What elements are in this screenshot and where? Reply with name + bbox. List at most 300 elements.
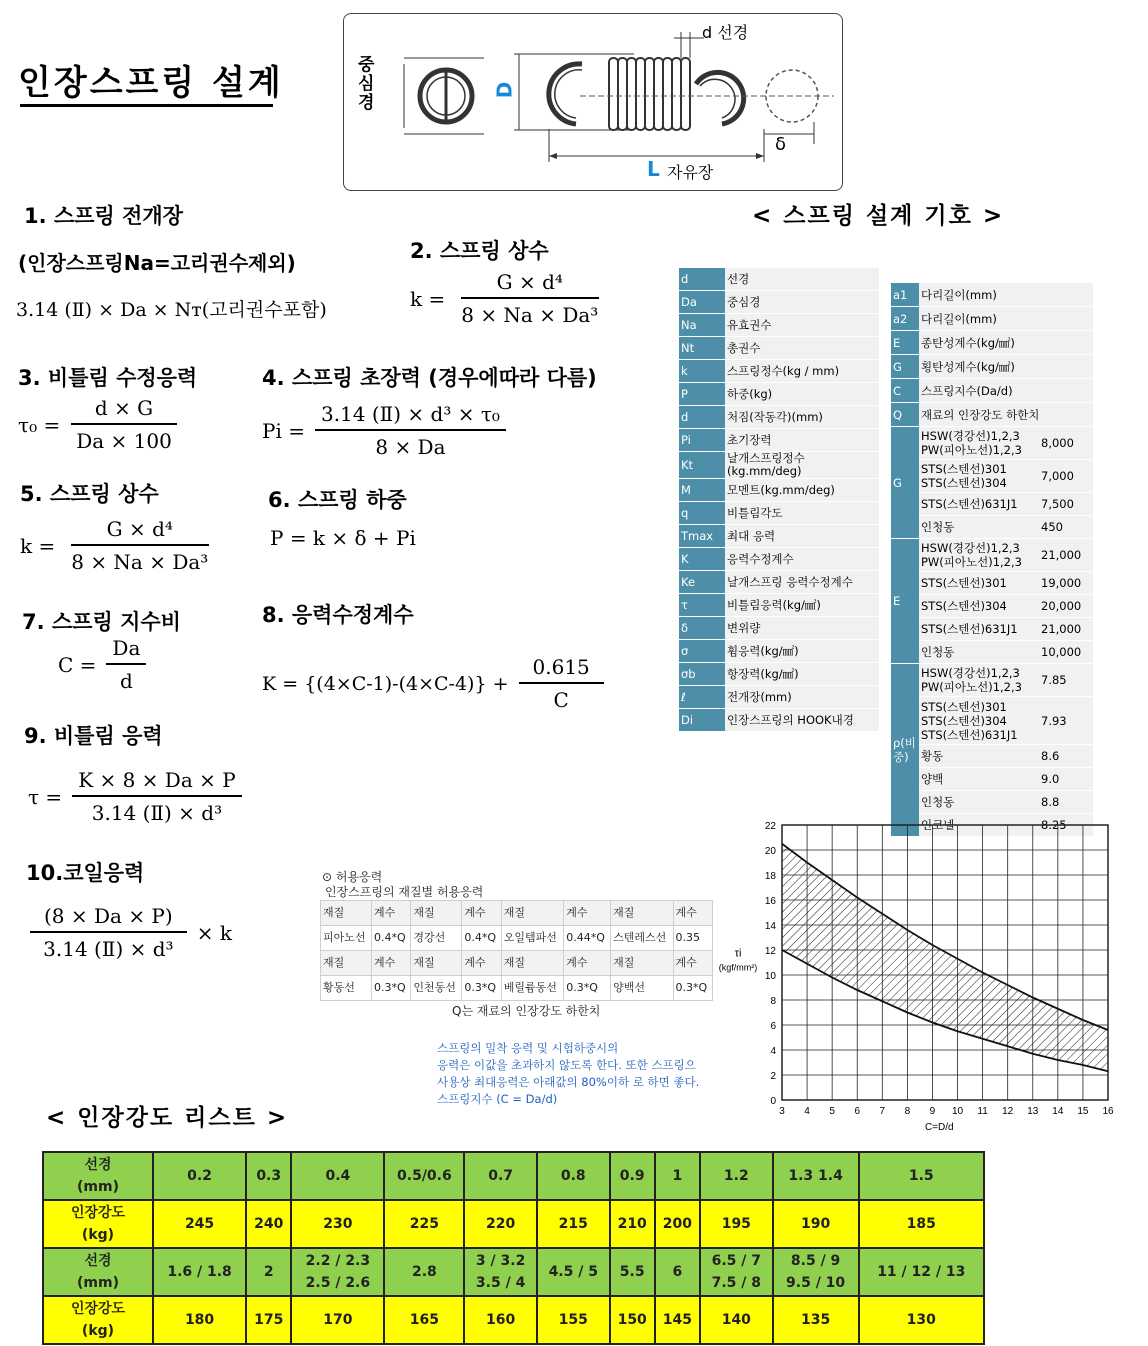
symbol-desc: 모멘트(kg.mm/deg): [725, 479, 879, 502]
symbol-key: Pi: [679, 429, 725, 452]
symbol-key: d: [679, 268, 725, 291]
symbols-table: [679, 268, 879, 732]
symbol-desc: 비틀림응력(kg/㎟): [725, 594, 879, 617]
allowable-cell: 오일템파선: [501, 926, 563, 951]
strength-cell: 160: [464, 1296, 537, 1344]
strength-cell: 135: [773, 1296, 859, 1344]
section-7-formula: [58, 636, 146, 693]
page-title: 인장스프링 설계: [18, 63, 284, 103]
strength-row: [43, 1248, 984, 1296]
symbol-desc: 응력수정계수: [725, 548, 879, 571]
material-name: 인청동: [919, 516, 1039, 539]
symbol-desc: 선경: [725, 268, 879, 291]
formula-denominator: 3.14 (Ⅱ) × d³: [43, 937, 174, 961]
section-3-formula: [18, 396, 178, 453]
section-3-heading: 3. 비틀림 수정응력: [18, 366, 198, 390]
section-2-formula: [410, 270, 604, 327]
symbol-key: a1: [891, 283, 919, 307]
allowable-cell: 인천동선: [411, 976, 462, 1001]
x-tick-label: 6: [854, 1106, 861, 1117]
symbol-key: k: [679, 360, 725, 383]
strength-cell: 240: [246, 1200, 291, 1248]
strength-cell: 2.8: [384, 1248, 464, 1296]
material-row: [891, 618, 1093, 641]
strength-cell: 155: [537, 1296, 610, 1344]
allowable-row: [321, 901, 713, 926]
material-name: STS(스텐선)631J1: [919, 618, 1039, 641]
allowable-cell: 계수: [372, 901, 411, 926]
material-row: [891, 516, 1093, 539]
material-name: HSW(경강선)1,2,3 PW(피아노선)1,2,3: [919, 664, 1039, 697]
x-axis-label: C=D/d: [925, 1122, 954, 1133]
symbol-desc: 전개장(mm): [725, 686, 879, 709]
allowable-table: [320, 900, 713, 1001]
y-axis-unit: (kgf/mm²): [718, 962, 758, 973]
material-row: [891, 697, 1093, 745]
material-name: 황동: [919, 745, 1039, 768]
material-name: 인코넬: [919, 814, 1039, 837]
strength-cell: 8.5 / 9 9.5 / 10: [773, 1248, 859, 1296]
allowable-cell: 황동선: [321, 976, 372, 1001]
strength-cell: 220: [464, 1200, 537, 1248]
symbol-row: [891, 283, 1093, 307]
allowable-cell: 피아노선: [321, 926, 372, 951]
formula-lhs: τ =: [28, 784, 63, 809]
x-tick-label: 11: [977, 1106, 988, 1117]
formula-numerator: 3.14 (Ⅱ) × d³ × τ₀: [315, 402, 506, 431]
allowable-cell: 0.35: [673, 926, 712, 951]
formula-numerator: (8 × Da × P): [30, 904, 187, 933]
symbol-desc: 날개스프링 응력수정계수: [725, 571, 879, 594]
material-name: 인청동: [919, 791, 1039, 814]
symbol-row: [679, 571, 879, 594]
strength-cell: 145: [655, 1296, 700, 1344]
symbol-key: Da: [679, 291, 725, 314]
formula-denominator: 3.14 (Ⅱ) × d³: [91, 801, 223, 825]
wire-diameter-label: d 선경: [702, 23, 749, 42]
symbol-row: [891, 331, 1093, 355]
allowable-cell: 0.4*Q: [462, 926, 501, 951]
symbol-row: [679, 594, 879, 617]
symbol-key: M: [679, 479, 725, 502]
blue-note: [437, 1040, 699, 1108]
strength-row: [43, 1200, 984, 1248]
strength-cell: 4.5 / 5: [537, 1248, 610, 1296]
material-value: 9.0: [1039, 768, 1093, 791]
delta-label: δ: [775, 134, 787, 155]
symbol-key: Q: [891, 403, 919, 427]
strength-cell: 0.5/0.6: [384, 1152, 464, 1200]
symbol-key: Na: [679, 314, 725, 337]
strength-row: [43, 1296, 984, 1344]
strength-table-grid: [42, 1151, 985, 1345]
material-value: 21,000: [1039, 539, 1093, 572]
symbol-key: K: [679, 548, 725, 571]
strength-cell: 0.2: [153, 1152, 246, 1200]
strength-cell: 165: [384, 1296, 464, 1344]
D-label: D: [492, 81, 517, 99]
section-1-heading: 1. 스프링 전개장: [24, 204, 183, 228]
x-tick-label: 10: [951, 1106, 964, 1117]
material-name: STS(스텐선)304: [919, 595, 1039, 618]
strength-cell: 2.2 / 2.3 2.5 / 2.6: [291, 1248, 384, 1296]
strength-cell: 1.6 / 1.8: [153, 1248, 246, 1296]
section-2-heading: 2. 스프링 상수: [410, 239, 549, 263]
y-tick-label: 2: [770, 1071, 776, 1082]
material-value: 8.8: [1039, 791, 1093, 814]
allowable-cell: 재질: [411, 951, 462, 976]
strength-row-label: 선경 (mm): [43, 1152, 153, 1200]
formula-numerator: K × 8 × Da × P: [72, 768, 242, 797]
material-name: 양백: [919, 768, 1039, 791]
symbol-desc: 종탄성계수(kg/㎟): [919, 331, 1093, 355]
free-length-label: 자유장: [667, 163, 714, 182]
symbol-desc: 다리길이(mm): [919, 307, 1093, 331]
symbol-row: [679, 337, 879, 360]
material-value: 8.6: [1039, 745, 1093, 768]
symbol-key: a2: [891, 307, 919, 331]
allowable-cell: 계수: [372, 951, 411, 976]
strength-cell: 195: [700, 1200, 773, 1248]
formula-numerator: Da: [106, 636, 146, 665]
strength-cell: 2: [246, 1248, 291, 1296]
section-1-formula: 3.14 (Ⅱ) × Da × Nᴛ(고리권수포함): [16, 299, 327, 321]
allowable-cell: 계수: [673, 901, 712, 926]
strength-cell: 245: [153, 1200, 246, 1248]
formula-numerator: G × d⁴: [461, 270, 599, 299]
material-name: STS(스텐선)301: [919, 572, 1039, 595]
allowable-cell: 0.44*Q: [564, 926, 611, 951]
symbol-desc: 인장스프링의 HOOK내경: [725, 709, 879, 732]
symbol-key: Kt: [679, 452, 725, 479]
section-4-formula: [262, 402, 506, 459]
strength-table: [42, 1151, 985, 1345]
y-tick-label: 12: [764, 946, 776, 957]
strength-title: < 인장강도 리스트 >: [46, 1105, 289, 1131]
material-name: HSW(경강선)1,2,3 PW(피아노선)1,2,3: [919, 427, 1039, 460]
x-tick-label: 7: [879, 1106, 886, 1117]
material-value: 20,000: [1039, 595, 1093, 618]
symbol-key: Nt: [679, 337, 725, 360]
allowable-cell: 계수: [462, 951, 501, 976]
symbol-row: [891, 379, 1093, 403]
strength-cell: 180: [153, 1296, 246, 1344]
symbol-row: [891, 307, 1093, 331]
y-tick-label: 0: [770, 1096, 776, 1107]
strength-cell: 175: [246, 1296, 291, 1344]
formula-lhs: k =: [20, 533, 56, 558]
material-row: [891, 427, 1093, 460]
symbol-key: τ: [679, 594, 725, 617]
strength-cell: 170: [291, 1296, 384, 1344]
symbol-row: [679, 360, 879, 383]
symbols-title: < 스프링 설계 기호 >: [752, 203, 1005, 229]
allowable-subtitle: 인장스프링의 재질별 허용응력: [325, 885, 484, 899]
section-10-heading: 10.코일응력: [26, 861, 145, 885]
strength-cell: 5.5: [610, 1248, 655, 1296]
allowable-table-grid: [320, 900, 713, 1001]
symbol-row: [679, 709, 879, 732]
section-10-formula: [30, 904, 232, 961]
material-group-key: G: [891, 427, 919, 539]
allowable-cell: 양백선: [611, 976, 673, 1001]
symbol-row: [679, 502, 879, 525]
material-row: [891, 641, 1093, 664]
material-value: 450: [1039, 516, 1093, 539]
formula-denominator: C: [553, 688, 569, 712]
material-value: 10,000: [1039, 641, 1093, 664]
symbol-row: [679, 291, 879, 314]
allowable-row: [321, 926, 713, 951]
strength-cell: 1.3 1.4: [773, 1152, 859, 1200]
formula-denominator: 8 × Na × Da³: [71, 550, 209, 574]
symbol-key: G: [891, 355, 919, 379]
strength-cell: 230: [291, 1200, 384, 1248]
allowable-row: [321, 951, 713, 976]
center-diameter-label: 중 심 경: [358, 55, 375, 113]
material-row: [891, 539, 1093, 572]
allowable-cell: 스텐레스선: [611, 926, 673, 951]
allowable-cell: 0.3*Q: [462, 976, 501, 1001]
allowable-cell: 베릴륨동선: [501, 976, 563, 1001]
y-tick-label: 16: [764, 896, 776, 907]
allowable-cell: 재질: [611, 901, 673, 926]
strength-row-label: 선경 (mm): [43, 1248, 153, 1296]
formula-lhs: k =: [410, 286, 446, 311]
symbol-desc: 스프링지수(Da/d): [919, 379, 1093, 403]
section-6-heading: 6. 스프링 하중: [268, 488, 407, 512]
strength-cell: 11 / 12 / 13: [859, 1248, 984, 1296]
symbol-row: [679, 548, 879, 571]
symbol-desc: 스프링정수(kg / mm): [725, 360, 879, 383]
formula-denominator: d: [120, 669, 133, 693]
formula-numerator: G × d⁴: [71, 517, 209, 546]
x-tick-label: 15: [1077, 1106, 1089, 1117]
symbol-desc: 재료의 인장강도 하한치: [919, 403, 1093, 427]
allowable-cell: 재질: [501, 951, 563, 976]
x-tick-label: 9: [929, 1106, 936, 1117]
symbol-desc: 변위량: [725, 617, 879, 640]
section-8-formula: [262, 655, 604, 712]
allowable-cell: 계수: [673, 951, 712, 976]
allowable-band: [782, 844, 1108, 1072]
material-value: 8,000: [1039, 427, 1093, 460]
symbol-desc: 중심경: [725, 291, 879, 314]
symbol-desc: 유효권수: [725, 314, 879, 337]
symbol-key: C: [891, 379, 919, 403]
section-8-heading: 8. 응력수정계수: [262, 603, 414, 627]
symbol-key: σb: [679, 663, 725, 686]
strength-cell: 200: [655, 1200, 700, 1248]
symbol-desc: 항장력(kg/㎟): [725, 663, 879, 686]
symbol-desc: 휨응력(kg/㎟): [725, 640, 879, 663]
strength-cell: 6: [655, 1248, 700, 1296]
strength-cell: 1: [655, 1152, 700, 1200]
material-row: [891, 460, 1093, 493]
symbol-key: σ: [679, 640, 725, 663]
symbol-key: d: [679, 406, 725, 429]
symbol-desc: 처짐(작동각)(mm): [725, 406, 879, 429]
formula-numerator: d × G: [71, 396, 177, 425]
material-name: STS(스텐선)631J1: [919, 493, 1039, 516]
strength-cell: 1.2: [700, 1152, 773, 1200]
strength-row-label: 인장강도 (kg): [43, 1296, 153, 1344]
material-value: 7.85: [1039, 664, 1093, 697]
materials-table-grid: [891, 283, 1093, 837]
material-row: [891, 493, 1093, 516]
symbol-row: [679, 268, 879, 291]
y-axis-label: τi: [734, 947, 742, 960]
symbol-key: δ: [679, 617, 725, 640]
strength-cell: 0.7: [464, 1152, 537, 1200]
section-5-heading: 5. 스프링 상수: [20, 482, 159, 506]
formula-lhs: τ₀ =: [18, 412, 61, 437]
formula-rhs: × k: [196, 920, 232, 945]
allowable-cell: 계수: [564, 901, 611, 926]
strength-cell: 0.9: [610, 1152, 655, 1200]
x-tick-label: 5: [829, 1106, 835, 1117]
material-row: [891, 768, 1093, 791]
symbol-desc: 초기장력: [725, 429, 879, 452]
allowable-cell: 계수: [462, 901, 501, 926]
symbol-desc: 횡탄성계수(kg/㎟): [919, 355, 1093, 379]
x-tick-label: 8: [904, 1106, 911, 1117]
y-tick-label: 6: [770, 1021, 776, 1032]
symbol-row: [679, 314, 879, 337]
strength-cell: 185: [859, 1200, 984, 1248]
material-value: 8.25: [1039, 814, 1093, 837]
strength-cell: 140: [700, 1296, 773, 1344]
material-row: [891, 664, 1093, 697]
strength-row: [43, 1152, 984, 1200]
x-tick-label: 13: [1027, 1106, 1039, 1117]
allowable-cell: 0.3*Q: [372, 976, 411, 1001]
symbol-desc: 총권수: [725, 337, 879, 360]
materials-table: [891, 283, 1093, 837]
symbol-row: [679, 640, 879, 663]
x-tick-label: 14: [1052, 1106, 1064, 1117]
allowable-cell: 재질: [611, 951, 673, 976]
strength-cell: 0.3: [246, 1152, 291, 1200]
x-tick-label: 12: [1002, 1106, 1014, 1117]
allowable-cell: 경강선: [411, 926, 462, 951]
formula-lhs: K = {(4×C-1)-(4×C-4)} +: [262, 672, 509, 695]
symbol-row: [679, 406, 879, 429]
allowable-title: ⊙ 허용응력: [322, 870, 383, 884]
strength-cell: 225: [384, 1200, 464, 1248]
formula-lhs: Pi =: [262, 418, 305, 443]
section-5-formula: [20, 517, 214, 574]
symbol-row: [679, 617, 879, 640]
symbol-row: [679, 452, 879, 479]
material-value: 19,000: [1039, 572, 1093, 595]
symbol-desc: 비틀림각도: [725, 502, 879, 525]
x-tick-label: 4: [804, 1106, 810, 1117]
symbol-key: Tmax: [679, 525, 725, 548]
strength-cell: 1.5: [859, 1152, 984, 1200]
y-tick-label: 14: [764, 921, 776, 932]
symbol-key: E: [891, 331, 919, 355]
allowable-cell: 계수: [564, 951, 611, 976]
allowable-note: Q는 재료의 인장강도 하한치: [452, 1004, 601, 1018]
formula-denominator: Da × 100: [76, 429, 172, 453]
blue-note-line: 응력은 이값을 초과하지 않도록 한다. 또한 스프링으: [437, 1058, 696, 1072]
symbol-row: [679, 525, 879, 548]
material-row: [891, 595, 1093, 618]
allowable-cell: 재질: [321, 901, 372, 926]
y-tick-label: 8: [770, 996, 776, 1007]
symbol-key: q: [679, 502, 725, 525]
strength-row-label: 인장강도 (kg): [43, 1200, 153, 1248]
symbol-key: Ke: [679, 571, 725, 594]
L-label: L: [647, 157, 660, 181]
material-name: STS(스텐선)301 STS(스텐선)304: [919, 460, 1039, 493]
symbol-key: Di: [679, 709, 725, 732]
material-row: [891, 791, 1093, 814]
material-group-key: ρ(비중): [891, 664, 919, 837]
allowable-cell: 0.3*Q: [673, 976, 712, 1001]
strength-cell: 215: [537, 1200, 610, 1248]
allowable-cell: 재질: [321, 951, 372, 976]
allowable-stress-chart: [718, 815, 1118, 1140]
section-9-heading: 9. 비틀림 응력: [24, 724, 163, 748]
extension-spring-illustration: [344, 14, 842, 190]
section-6-formula: P = k × δ + Pi: [270, 526, 416, 550]
strength-cell: 0.8: [537, 1152, 610, 1200]
symbol-desc: 날개스프링정수(kg.mm/deg): [725, 452, 879, 479]
allowable-cell: 재질: [411, 901, 462, 926]
blue-note-line: 스프링의 밀착 응력 및 시험하중시의: [437, 1041, 619, 1055]
strength-cell: 150: [610, 1296, 655, 1344]
allowable-cell: 0.4*Q: [372, 926, 411, 951]
symbol-key: P: [679, 383, 725, 406]
section-4-heading: 4. 스프링 초장력 (경우에따라 다름): [262, 366, 597, 390]
strength-cell: 130: [859, 1296, 984, 1344]
y-tick-label: 22: [764, 821, 776, 832]
symbol-row: [679, 429, 879, 452]
material-name: HSW(경강선)1,2,3 PW(피아노선)1,2,3: [919, 539, 1039, 572]
material-row: [891, 572, 1093, 595]
y-tick-label: 18: [764, 871, 776, 882]
symbol-row: [891, 355, 1093, 379]
x-tick-label: 16: [1102, 1106, 1114, 1117]
formula-lhs: C =: [58, 652, 97, 677]
blue-note-line: 스프링지수 (C = Da/d): [437, 1092, 558, 1106]
formula-denominator: 8 × Na × Da³: [461, 303, 599, 327]
allowable-row: [321, 976, 713, 1001]
chart-svg: [718, 815, 1118, 1140]
y-tick-label: 4: [770, 1046, 776, 1057]
formula-denominator: 8 × Da: [375, 435, 446, 459]
material-value: 21,000: [1039, 618, 1093, 641]
material-row: [891, 745, 1093, 768]
strength-cell: 6.5 / 7 7.5 / 8: [700, 1248, 773, 1296]
material-name: STS(스텐선)301 STS(스텐선)304 STS(스텐선)631J1: [919, 697, 1039, 745]
y-tick-label: 20: [764, 846, 776, 857]
symbol-key: ℓ: [679, 686, 725, 709]
section-1-note: (인장스프링Na=고리권수제외): [18, 251, 296, 275]
x-tick-label: 3: [779, 1106, 785, 1117]
strength-cell: 210: [610, 1200, 655, 1248]
section-7-heading: 7. 스프링 지수비: [22, 610, 181, 634]
formula-numerator: 0.615: [519, 655, 604, 684]
symbol-row: [891, 403, 1093, 427]
symbol-desc: 최대 응력: [725, 525, 879, 548]
strength-cell: 0.4: [291, 1152, 384, 1200]
allowable-cell: 재질: [501, 901, 563, 926]
material-value: 7.93: [1039, 697, 1093, 745]
material-value: 7,500: [1039, 493, 1093, 516]
